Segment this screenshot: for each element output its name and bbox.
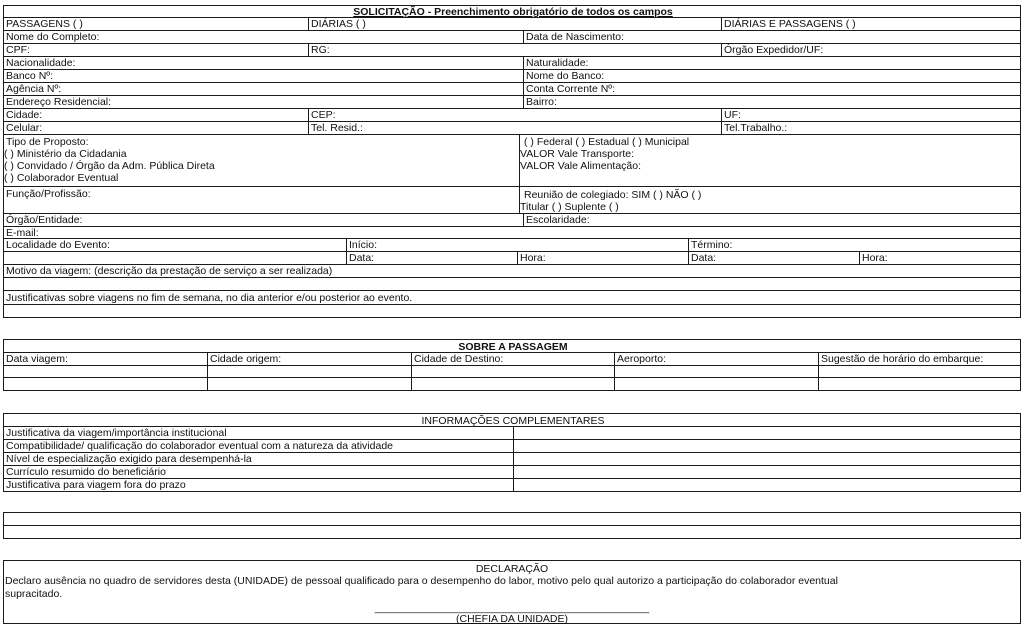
esferas-option[interactable]: ( ) Federal ( ) Estadual ( ) Municipal	[524, 136, 690, 148]
tel-resid-field[interactable]: Tel. Resid.:	[308, 122, 721, 134]
col-cidade-origem: Cidade origem:	[207, 353, 411, 365]
uf-field[interactable]: UF:	[721, 109, 1020, 121]
banco-row	[4, 70, 1020, 83]
info-row	[4, 479, 1020, 492]
declaracao-title: DECLARAÇÃO	[475, 563, 549, 575]
localidade-continuation	[4, 252, 346, 264]
passagem-cell[interactable]	[207, 366, 411, 377]
tipo-proposto-row	[4, 135, 1020, 187]
cpf-field[interactable]: CPF:	[6, 44, 30, 56]
info-row	[4, 453, 1020, 466]
banco-field[interactable]: Banco Nº:	[6, 70, 54, 82]
esferas-cell	[519, 135, 1020, 186]
signature-line[interactable]: _______________________________________________	[374, 602, 650, 614]
tipo-proposto-cell	[4, 135, 519, 186]
titular-option[interactable]: Titular ( ) Suplente ( )	[520, 201, 619, 213]
naturalidade-field[interactable]: Naturalidade:	[523, 57, 1020, 69]
nacionalidade-field[interactable]: Nacionalidade:	[6, 57, 76, 69]
escolaridade-field[interactable]: Escolaridade:	[523, 214, 1020, 226]
passagem-cell[interactable]	[818, 378, 1020, 391]
nome-field[interactable]: Nome do Completo:	[6, 31, 100, 43]
inicio-hora-field[interactable]: Hora:	[517, 252, 688, 264]
termino-label: Término:	[688, 239, 1020, 251]
inicio-label: Início:	[346, 239, 688, 251]
termino-data-field[interactable]: Data:	[688, 252, 859, 264]
diarias-option[interactable]: DIÁRIAS ( )	[308, 18, 721, 30]
info-row-label: Nível de especialização exigido para desempenhá-la	[6, 453, 252, 465]
declaracao-section	[3, 560, 1021, 624]
orgao-row	[4, 214, 1020, 227]
info-row-input[interactable]	[513, 479, 1020, 492]
reuniao-cell	[519, 187, 1020, 213]
solicitacao-title: SOLICITAÇÃO - Preenchimento obrigatório de todos os campos	[353, 6, 673, 18]
conta-field[interactable]: Conta Corrente Nº:	[523, 83, 1020, 95]
passagem-cell[interactable]	[411, 378, 614, 391]
info-row-label: Justificativa da viagem/importância institucional	[6, 427, 227, 439]
nacionalidade-row	[4, 57, 1020, 70]
passagem-cell[interactable]	[818, 366, 1020, 377]
funcao-field[interactable]	[4, 187, 519, 213]
endereco-field[interactable]: Endereço Residencial:	[6, 96, 112, 108]
declaracao-text-line1: Declaro ausência no quadro de servidores desta (UNIDADE) de pessoal qualificado para o desempenho do labor, motivo pelo qual autorizo a participação do colaborador eventual	[5, 575, 838, 587]
colaborador-option[interactable]: ( ) Colaborador Eventual	[4, 172, 119, 184]
passagem-cell[interactable]	[614, 366, 818, 377]
passagem-cell[interactable]	[614, 378, 818, 391]
solicitacao-title-row	[4, 6, 1020, 18]
reuniao-option[interactable]: Reunião de colegiado: SIM ( ) NÃO ( )	[524, 189, 702, 201]
agencia-row	[4, 83, 1020, 96]
justificativas-row	[4, 291, 1020, 305]
inicio-data-field[interactable]: Data:	[346, 252, 517, 264]
motivo-row	[4, 265, 1020, 278]
ministerio-option[interactable]: ( ) Ministério da Cidadania	[4, 148, 127, 160]
orgao-entidade-field[interactable]: Órgão/Entidade:	[6, 214, 83, 226]
col-sugestao-horario: Sugestão de horário do embarque:	[818, 353, 1020, 365]
motivo-input-row[interactable]	[4, 278, 1020, 291]
declaracao-text-line2: supracitado.	[5, 588, 63, 600]
diarias-passagens-option[interactable]: DIÁRIAS E PASSAGENS ( )	[721, 18, 1020, 30]
col-aeroporto: Aeroporto:	[614, 353, 818, 365]
motivo-label: Motivo da viagem: (descrição da prestação de serviço a ser realizada)	[6, 265, 333, 277]
informacoes-section	[3, 413, 1021, 492]
info-row	[4, 466, 1020, 479]
endereco-row	[4, 96, 1020, 109]
vale-transporte-field[interactable]: VALOR Vale Transporte:	[520, 148, 634, 160]
nome-row	[4, 31, 1020, 44]
info-row-input[interactable]	[513, 427, 1020, 439]
passagem-title: SOBRE A PASSAGEM	[458, 341, 568, 353]
info-row-input[interactable]	[513, 466, 1020, 478]
orgao-expedidor-field[interactable]: Órgão Expedidor/UF:	[721, 44, 1020, 56]
passagem-cell[interactable]	[4, 366, 207, 377]
email-row	[4, 227, 1020, 239]
info-row	[4, 440, 1020, 453]
passagens-option[interactable]: PASSAGENS ( )	[6, 18, 83, 30]
documentos-row	[4, 44, 1020, 57]
nome-banco-field[interactable]: Nome do Banco:	[523, 70, 1020, 82]
cep-field[interactable]: CEP:	[308, 109, 721, 121]
localidade-row	[4, 239, 1020, 252]
passagem-data-row	[4, 378, 1020, 391]
agencia-field[interactable]: Agência Nº:	[6, 83, 62, 95]
blank-section	[3, 512, 1021, 539]
termino-hora-field[interactable]: Hora:	[859, 252, 1020, 264]
passagem-cell[interactable]	[4, 378, 207, 391]
info-row-input[interactable]	[513, 440, 1020, 452]
justificativas-label: Justificativas sobre viagens no fim de semana, no dia anterior e/ou posterior ao evento.	[6, 292, 413, 304]
data-hora-row	[4, 252, 1020, 265]
passagem-cell[interactable]	[411, 366, 614, 377]
info-row	[4, 427, 1020, 440]
convidado-option[interactable]: ( ) Convidado / Órgão da Adm. Pública Direta	[4, 160, 215, 172]
informacoes-title-row	[4, 414, 1020, 427]
info-row-label: Justificativa para viagem fora do prazo	[6, 479, 186, 491]
justificativas-input-row[interactable]	[4, 305, 1020, 318]
col-data-viagem: Data viagem:	[6, 353, 68, 365]
vale-alimentacao-field[interactable]: VALOR Vale Alimentação:	[520, 160, 642, 172]
tipo-solicitacao-row	[4, 18, 1020, 31]
passagem-cell[interactable]	[207, 378, 411, 391]
funcao-row	[4, 187, 1020, 214]
chefia-label: (CHEFIA DA UNIDADE)	[455, 613, 568, 625]
localidade-field[interactable]: Localidade do Evento:	[6, 239, 110, 251]
tel-trabalho-field[interactable]: Tel.Trabalho.:	[721, 122, 1020, 134]
rg-field[interactable]: RG:	[308, 44, 721, 56]
email-field[interactable]: E-mail:	[6, 227, 39, 239]
funcao-label: Função/Profissão:	[6, 188, 91, 200]
passagem-data-row	[4, 366, 1020, 378]
solicitacao-section	[3, 5, 1021, 318]
passagem-section	[3, 339, 1021, 391]
informacoes-title: INFORMAÇÕES COMPLEMENTARES	[421, 415, 605, 427]
passagem-header-row	[4, 353, 1020, 366]
cidade-field[interactable]: Cidade:	[6, 109, 43, 121]
info-row-input[interactable]	[513, 453, 1020, 465]
bairro-field[interactable]: Bairro:	[523, 96, 1020, 108]
info-row-label: Currículo resumido do beneficiário	[6, 466, 166, 478]
cidade-row	[4, 109, 1020, 122]
col-cidade-destino: Cidade de Destino:	[411, 353, 614, 365]
blank-row[interactable]	[4, 526, 1020, 539]
celular-field[interactable]: Celular:	[6, 122, 43, 134]
nascimento-field[interactable]: Data de Nascimento:	[523, 31, 1020, 43]
passagem-title-row	[4, 340, 1020, 353]
tipo-proposto-label: Tipo de Proposto:	[6, 136, 89, 148]
info-row-label: Compatibilidade/ qualificação do colaborador eventual com a natureza da atividade	[6, 440, 393, 452]
blank-row[interactable]	[4, 513, 1020, 526]
telefones-row	[4, 122, 1020, 135]
